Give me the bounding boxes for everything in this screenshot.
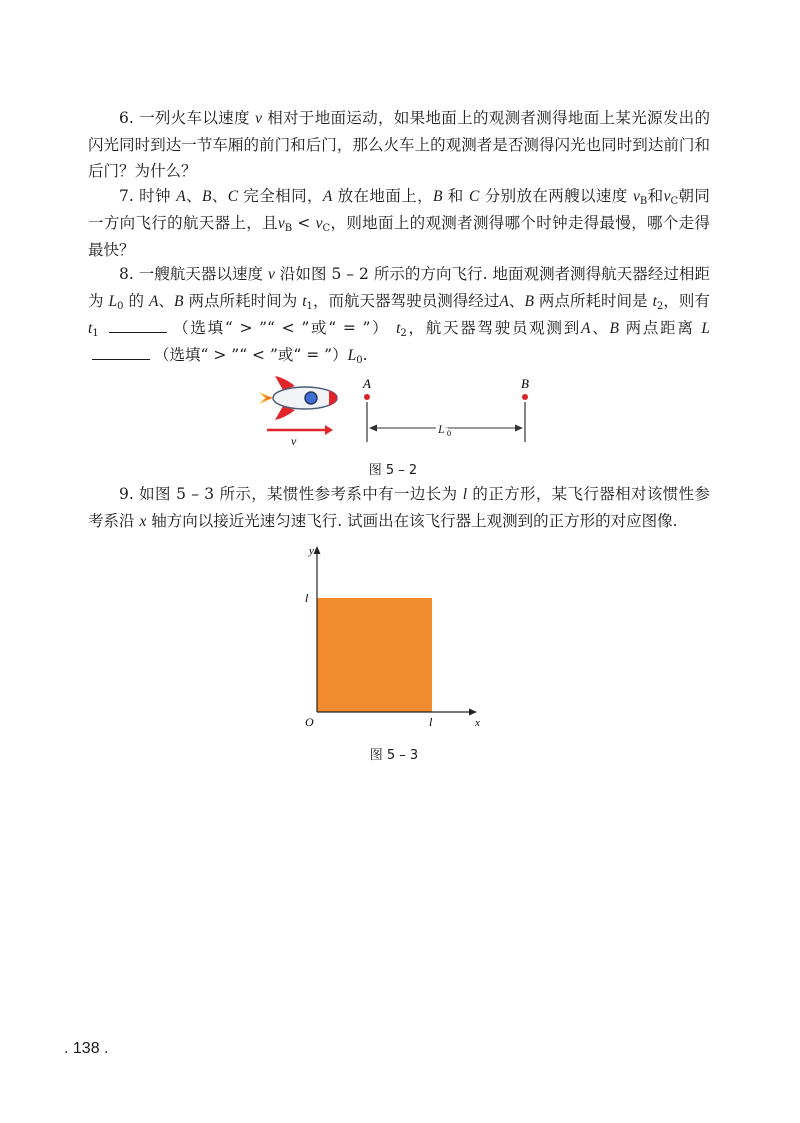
question-6: 6. 一列火车以速度 v 相对于地面运动，如果地面上的观测者测得地面上某光源发出的闪光同时到达一节车厢的前门和后门，那么火车上的观测者是否测得闪光也同时到达前门和后门？为什么？ <box>88 109 710 180</box>
axis-label-x: x <box>475 717 480 729</box>
figure-5-2 <box>255 372 545 452</box>
question-8: 8. 一艘航天器以速度 v 沿如图 5 – 2 所示的方向飞行. 地面观测者测得航天器经过相距为 $L_0$ 的 A、B 两点所耗时间为 $t_1$，而航天器驾驶员测得经过A、B 两点所耗时间是 $t_2$，则有 $t_1$ （选填“ > ”“ < ”或“ = ”） $t_2$，航天器驾驶员观测到A、B 两点距离 L （选填“ > ”“ < ”或“ = $”)L_0$. <box>88 265 710 366</box>
axis-label-y: y <box>309 545 314 557</box>
svg-text:0: 0 <box>447 429 451 438</box>
q8-number: 8. <box>119 265 134 283</box>
caption-fig-5-2: 图 5 – 2 <box>368 463 418 478</box>
label-B: B <box>521 376 529 391</box>
label-A: A <box>363 376 371 391</box>
tick-label-l-x: l <box>429 715 433 729</box>
question-7: 7. 时钟 A、B、C 完全相同，A 放在地面上，B 和 C 分别放在两艘以速度 $v_B$和$v_C$朝同一方向飞行的航天器上，且$v_B < v_C$，则地面上的观测者测得哪个时钟走得最慢，哪个走得最快？ <box>88 187 710 259</box>
figure-5-3 <box>295 540 495 735</box>
point-B <box>522 394 528 400</box>
tick-label-l-y: l <box>305 591 309 605</box>
arrowhead-icon <box>325 425 333 435</box>
orange-square <box>317 598 432 712</box>
label-L0: L <box>438 422 445 436</box>
question-9: 9. 如图 5 – 3 所示，某惯性参考系中有一边长为 l 的正方形，某飞行器相对该惯性参考系沿 x 轴方向以接近光速匀速飞行. 试画出在该飞行器上观测到的正方形的对应图像. <box>88 485 710 530</box>
q6-number: 6. <box>119 109 134 127</box>
answer-blank-1[interactable] <box>109 318 167 333</box>
q7-number: 7. <box>119 187 134 205</box>
caption-fig-5-3: 图 5 – 3 <box>369 748 419 763</box>
origin-label: O <box>305 715 314 729</box>
page-number: . 138 . <box>64 1040 109 1057</box>
q9-number: 9. <box>119 485 134 503</box>
rocket-icon <box>259 376 337 420</box>
point-A <box>364 394 370 400</box>
label-v: v <box>291 434 297 448</box>
answer-blank-2[interactable] <box>92 345 150 360</box>
